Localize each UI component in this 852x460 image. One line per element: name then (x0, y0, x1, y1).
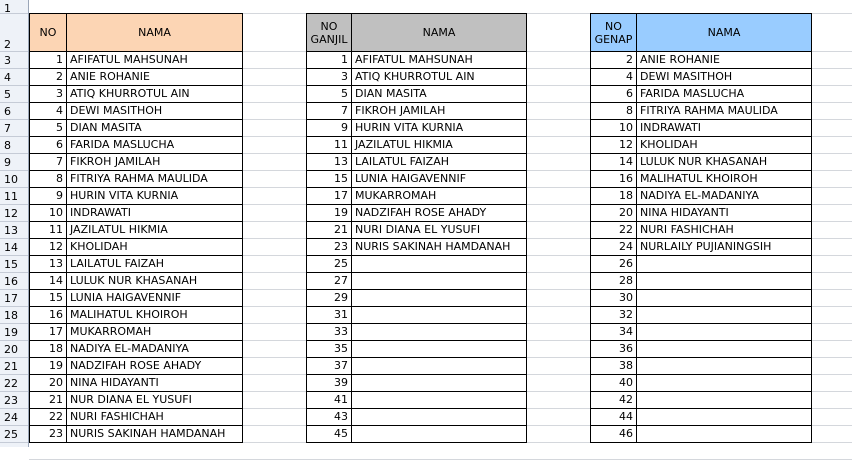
table3-cell-nama[interactable]: FITRIYA RAHMA MAULIDA (637, 103, 812, 120)
table3-cell-nama[interactable] (637, 307, 812, 324)
table3-cell-nama[interactable]: NURI FASHICHAH (637, 222, 812, 239)
table2-cell-no[interactable]: 15 (307, 171, 352, 188)
table2-cell-nama[interactable]: HURIN VITA KURNIA (352, 120, 527, 137)
table3-cell-no[interactable]: 8 (591, 103, 637, 120)
table3-cell-nama[interactable] (637, 256, 812, 273)
table3-cell-no[interactable]: 14 (591, 154, 637, 171)
table1-header-no[interactable]: NO (30, 14, 67, 52)
row-header-9[interactable]: 9 (0, 154, 28, 171)
row-header-12[interactable]: 12 (0, 205, 28, 222)
table2-cell-no[interactable]: 41 (307, 392, 352, 409)
row-header-18[interactable]: 18 (0, 307, 28, 324)
table1-cell-no[interactable]: 23 (30, 426, 67, 443)
table2-cell-nama[interactable]: ATIQ KHURROTUL AIN (352, 69, 527, 86)
table2-cell-nama[interactable]: LUNIA HAIGAVENNIF (352, 171, 527, 188)
table1-cell-nama[interactable]: ANIE ROHANIE (67, 69, 243, 86)
row-header-4[interactable]: 4 (0, 69, 28, 86)
table1-cell-no[interactable]: 17 (30, 324, 67, 341)
table2-cell-nama[interactable] (352, 273, 527, 290)
table2-cell-no[interactable]: 7 (307, 103, 352, 120)
table1-cell-nama[interactable]: LULUK NUR KHASANAH (67, 273, 243, 290)
table3-cell-no[interactable]: 30 (591, 290, 637, 307)
table3-cell-nama[interactable] (637, 290, 812, 307)
table3-cell-nama[interactable] (637, 426, 812, 443)
table3-cell-no[interactable]: 32 (591, 307, 637, 324)
table3-cell-nama[interactable]: ANIE ROHANIE (637, 52, 812, 69)
table2-cell-no[interactable]: 43 (307, 409, 352, 426)
table2-cell-nama[interactable] (352, 358, 527, 375)
table1-cell-no[interactable]: 7 (30, 154, 67, 171)
table2-cell-no[interactable]: 1 (307, 52, 352, 69)
table2-cell-no[interactable]: 17 (307, 188, 352, 205)
row-header-14[interactable]: 14 (0, 239, 28, 256)
table2-cell-no[interactable]: 23 (307, 239, 352, 256)
table1-cell-no[interactable]: 18 (30, 341, 67, 358)
table1-cell-nama[interactable]: AFIFATUL MAHSUNAH (67, 52, 243, 69)
row-header-1[interactable]: 1 (0, 0, 28, 14)
row-header-20[interactable]: 20 (0, 341, 28, 358)
table2-cell-no[interactable]: 37 (307, 358, 352, 375)
table1-cell-no[interactable]: 20 (30, 375, 67, 392)
table1-cell-no[interactable]: 2 (30, 69, 67, 86)
table1-cell-nama[interactable]: NADZIFAH ROSE AHADY (67, 358, 243, 375)
table2-cell-nama[interactable] (352, 290, 527, 307)
table3-header-no-line1: NO (605, 19, 622, 33)
row-header-2[interactable]: 2 (0, 14, 28, 52)
table1-cell-no[interactable]: 15 (30, 290, 67, 307)
table2-cell-nama[interactable]: NURI DIANA EL YUSUFI (352, 222, 527, 239)
table1-cell-nama[interactable]: NINA HIDAYANTI (67, 375, 243, 392)
table1-cell-nama[interactable]: INDRAWATI (67, 205, 243, 222)
table2-cell-nama[interactable] (352, 324, 527, 341)
table3-cell-nama[interactable] (637, 375, 812, 392)
table1-cell-nama[interactable]: LAILATUL FAIZAH (67, 256, 243, 273)
table2-cell-nama[interactable]: MUKARROMAH (352, 188, 527, 205)
table2-cell-no[interactable]: 11 (307, 137, 352, 154)
table1-cell-no[interactable]: 13 (30, 256, 67, 273)
table3-cell-no[interactable]: 42 (591, 392, 637, 409)
table2-header-no-line1: NO (320, 19, 338, 33)
worksheet-grid[interactable] (29, 0, 852, 447)
table1-cell-no[interactable]: 22 (30, 409, 67, 426)
table2-cell-no[interactable]: 29 (307, 290, 352, 307)
table1-cell-no[interactable]: 10 (30, 205, 67, 222)
table3-cell-no[interactable]: 44 (591, 409, 637, 426)
table2-cell-no[interactable]: 27 (307, 273, 352, 290)
table2-cell-nama[interactable]: AFIFATUL MAHSUNAH (352, 52, 527, 69)
row-header-21[interactable]: 21 (0, 358, 28, 375)
table2-cell-no[interactable]: 9 (307, 120, 352, 137)
table3-cell-nama[interactable]: FARIDA MASLUCHA (637, 86, 812, 103)
table3-cell-no[interactable]: 10 (591, 120, 637, 137)
table1-cell-no[interactable]: 12 (30, 239, 67, 256)
table1-cell-nama[interactable]: FITRIYA RAHMA MAULIDA (67, 171, 243, 188)
table1-cell-nama[interactable]: MALIHATUL KHOIROH (67, 307, 243, 324)
table2-cell-nama[interactable] (352, 409, 527, 426)
table1-cell-no[interactable]: 9 (30, 188, 67, 205)
table3-cell-no[interactable]: 12 (591, 137, 637, 154)
table2-cell-nama[interactable] (352, 392, 527, 409)
table1-cell-no[interactable]: 16 (30, 307, 67, 324)
table1-cell-no[interactable]: 4 (30, 103, 67, 120)
row-header-13[interactable]: 13 (0, 222, 28, 239)
table1-cell-nama[interactable]: LUNIA HAIGAVENNIF (67, 290, 243, 307)
table2-cell-nama[interactable] (352, 426, 527, 443)
table2-header-nama[interactable]: NAMA (352, 14, 527, 52)
table3-cell-no[interactable]: 22 (591, 222, 637, 239)
table1-cell-nama[interactable]: MUKARROMAH (67, 324, 243, 341)
table2-header-no[interactable] (307, 14, 352, 52)
row-header-22[interactable]: 22 (0, 375, 28, 392)
table1-cell-no[interactable]: 3 (30, 86, 67, 103)
table2-cell-no[interactable]: 39 (307, 375, 352, 392)
row-header-7[interactable]: 7 (0, 120, 28, 137)
table1-cell-no[interactable]: 6 (30, 137, 67, 154)
table1-cell-no[interactable]: 5 (30, 120, 67, 137)
table1-cell-no[interactable]: 8 (30, 171, 67, 188)
table3-cell-nama[interactable]: DEWI MASITHOH (637, 69, 812, 86)
table2-cell-no[interactable]: 19 (307, 205, 352, 222)
table2-cell-nama[interactable]: JAZILATUL HIKMIA (352, 137, 527, 154)
table1-header-nama[interactable]: NAMA (67, 14, 243, 52)
table1-cell-no[interactable]: 14 (30, 273, 67, 290)
row-header-8[interactable]: 8 (0, 137, 28, 154)
row-header-23[interactable]: 23 (0, 392, 28, 409)
table3-cell-no[interactable]: 26 (591, 256, 637, 273)
table1-cell-nama[interactable]: FARIDA MASLUCHA (67, 137, 243, 154)
table1-cell-nama[interactable]: DEWI MASITHOH (67, 103, 243, 120)
table3-cell-no[interactable]: 16 (591, 171, 637, 188)
row-header-25[interactable]: 25 (0, 426, 28, 443)
table3-cell-nama[interactable]: MALIHATUL KHOIROH (637, 171, 812, 188)
table2-cell-nama[interactable]: LAILATUL FAIZAH (352, 154, 527, 171)
table1-cell-nama[interactable]: NUR DIANA EL YUSUFI (67, 392, 243, 409)
table1-cell-no[interactable]: 1 (30, 52, 67, 69)
table1-cell-nama[interactable]: NURI FASHICHAH (67, 409, 243, 426)
table3-cell-no[interactable]: 40 (591, 375, 637, 392)
table2-cell-nama[interactable] (352, 341, 527, 358)
table2-cell-no[interactable]: 45 (307, 426, 352, 443)
table3-cell-no[interactable]: 4 (591, 69, 637, 86)
table1-cell-nama[interactable]: NURIS SAKINAH HAMDANAH (67, 426, 243, 443)
table2-cell-no[interactable]: 13 (307, 154, 352, 171)
row-header-15[interactable]: 15 (0, 256, 28, 273)
table3-cell-no[interactable]: 28 (591, 273, 637, 290)
row-header-19[interactable]: 19 (0, 324, 28, 341)
row-header-6[interactable]: 6 (0, 103, 28, 120)
table3-cell-nama[interactable] (637, 358, 812, 375)
table3-cell-nama[interactable] (637, 324, 812, 341)
table3-header-no[interactable] (591, 14, 637, 52)
table3-cell-no[interactable]: 24 (591, 239, 637, 256)
row-header-10[interactable]: 10 (0, 171, 28, 188)
row-header-column (0, 0, 29, 447)
table2-cell-no[interactable]: 31 (307, 307, 352, 324)
table1-cell-nama[interactable]: KHOLIDAH (67, 239, 243, 256)
table2-cell-no[interactable]: 35 (307, 341, 352, 358)
row-header-16[interactable]: 16 (0, 273, 28, 290)
table3-header-nama[interactable]: NAMA (637, 14, 812, 52)
table1-cell-nama[interactable]: DIAN MASITA (67, 120, 243, 137)
table3-cell-nama[interactable] (637, 273, 812, 290)
table3-cell-no[interactable]: 20 (591, 205, 637, 222)
table1-cell-no[interactable]: 19 (30, 358, 67, 375)
table3-cell-nama[interactable]: KHOLIDAH (637, 137, 812, 154)
table3-cell-no[interactable]: 6 (591, 86, 637, 103)
table2-cell-nama[interactable]: NADZIFAH ROSE AHADY (352, 205, 527, 222)
table3-cell-no[interactable]: 34 (591, 324, 637, 341)
table2-cell-nama[interactable]: FIKROH JAMILAH (352, 103, 527, 120)
table3-cell-no[interactable]: 46 (591, 426, 637, 443)
table3-cell-no[interactable]: 36 (591, 341, 637, 358)
table3-cell-nama[interactable]: NADIYA EL-MADANIYA (637, 188, 812, 205)
table2-cell-no[interactable]: 5 (307, 86, 352, 103)
table2-cell-nama[interactable]: NURIS SAKINAH HAMDANAH (352, 239, 527, 256)
table1-cell-nama[interactable]: HURIN VITA KURNIA (67, 188, 243, 205)
table2-cell-nama[interactable] (352, 307, 527, 324)
table1-cell-nama[interactable]: FIKROH JAMILAH (67, 154, 243, 171)
table3-header-no-line2: GENAP (594, 32, 633, 46)
table3-cell-nama[interactable] (637, 341, 812, 358)
table1-cell-nama[interactable]: ATIQ KHURROTUL AIN (67, 86, 243, 103)
table3-cell-nama[interactable]: NINA HIDAYANTI (637, 205, 812, 222)
table2-cell-nama[interactable] (352, 256, 527, 273)
row-header-24[interactable]: 24 (0, 409, 28, 426)
table3-cell-nama[interactable]: INDRAWATI (637, 120, 812, 137)
row-header-5[interactable]: 5 (0, 86, 28, 103)
table3-cell-no[interactable]: 2 (591, 52, 637, 69)
row-header-3[interactable]: 3 (0, 52, 28, 69)
table3-cell-nama[interactable] (637, 392, 812, 409)
table3-cell-nama[interactable]: NURLAILY PUJIANINGSIH (637, 239, 812, 256)
table1-cell-nama[interactable]: JAZILATUL HIKMIA (67, 222, 243, 239)
table2-cell-nama[interactable] (352, 375, 527, 392)
row-header-17[interactable]: 17 (0, 290, 28, 307)
row-header-11[interactable]: 11 (0, 188, 28, 205)
table3-cell-no[interactable]: 38 (591, 358, 637, 375)
table3-cell-nama[interactable]: LULUK NUR KHASANAH (637, 154, 812, 171)
table1-cell-no[interactable]: 21 (30, 392, 67, 409)
table2-cell-no[interactable]: 33 (307, 324, 352, 341)
table2-cell-nama[interactable]: DIAN MASITA (352, 86, 527, 103)
table2-cell-no[interactable]: 21 (307, 222, 352, 239)
table3-cell-nama[interactable] (637, 409, 812, 426)
table1-cell-nama[interactable]: NADIYA EL-MADANIYA (67, 341, 243, 358)
table2-cell-no[interactable]: 3 (307, 69, 352, 86)
table2-header-no-line2: GANJIL (310, 32, 348, 46)
table2-cell-no[interactable]: 25 (307, 256, 352, 273)
table1-cell-no[interactable]: 11 (30, 222, 67, 239)
table3-cell-no[interactable]: 18 (591, 188, 637, 205)
